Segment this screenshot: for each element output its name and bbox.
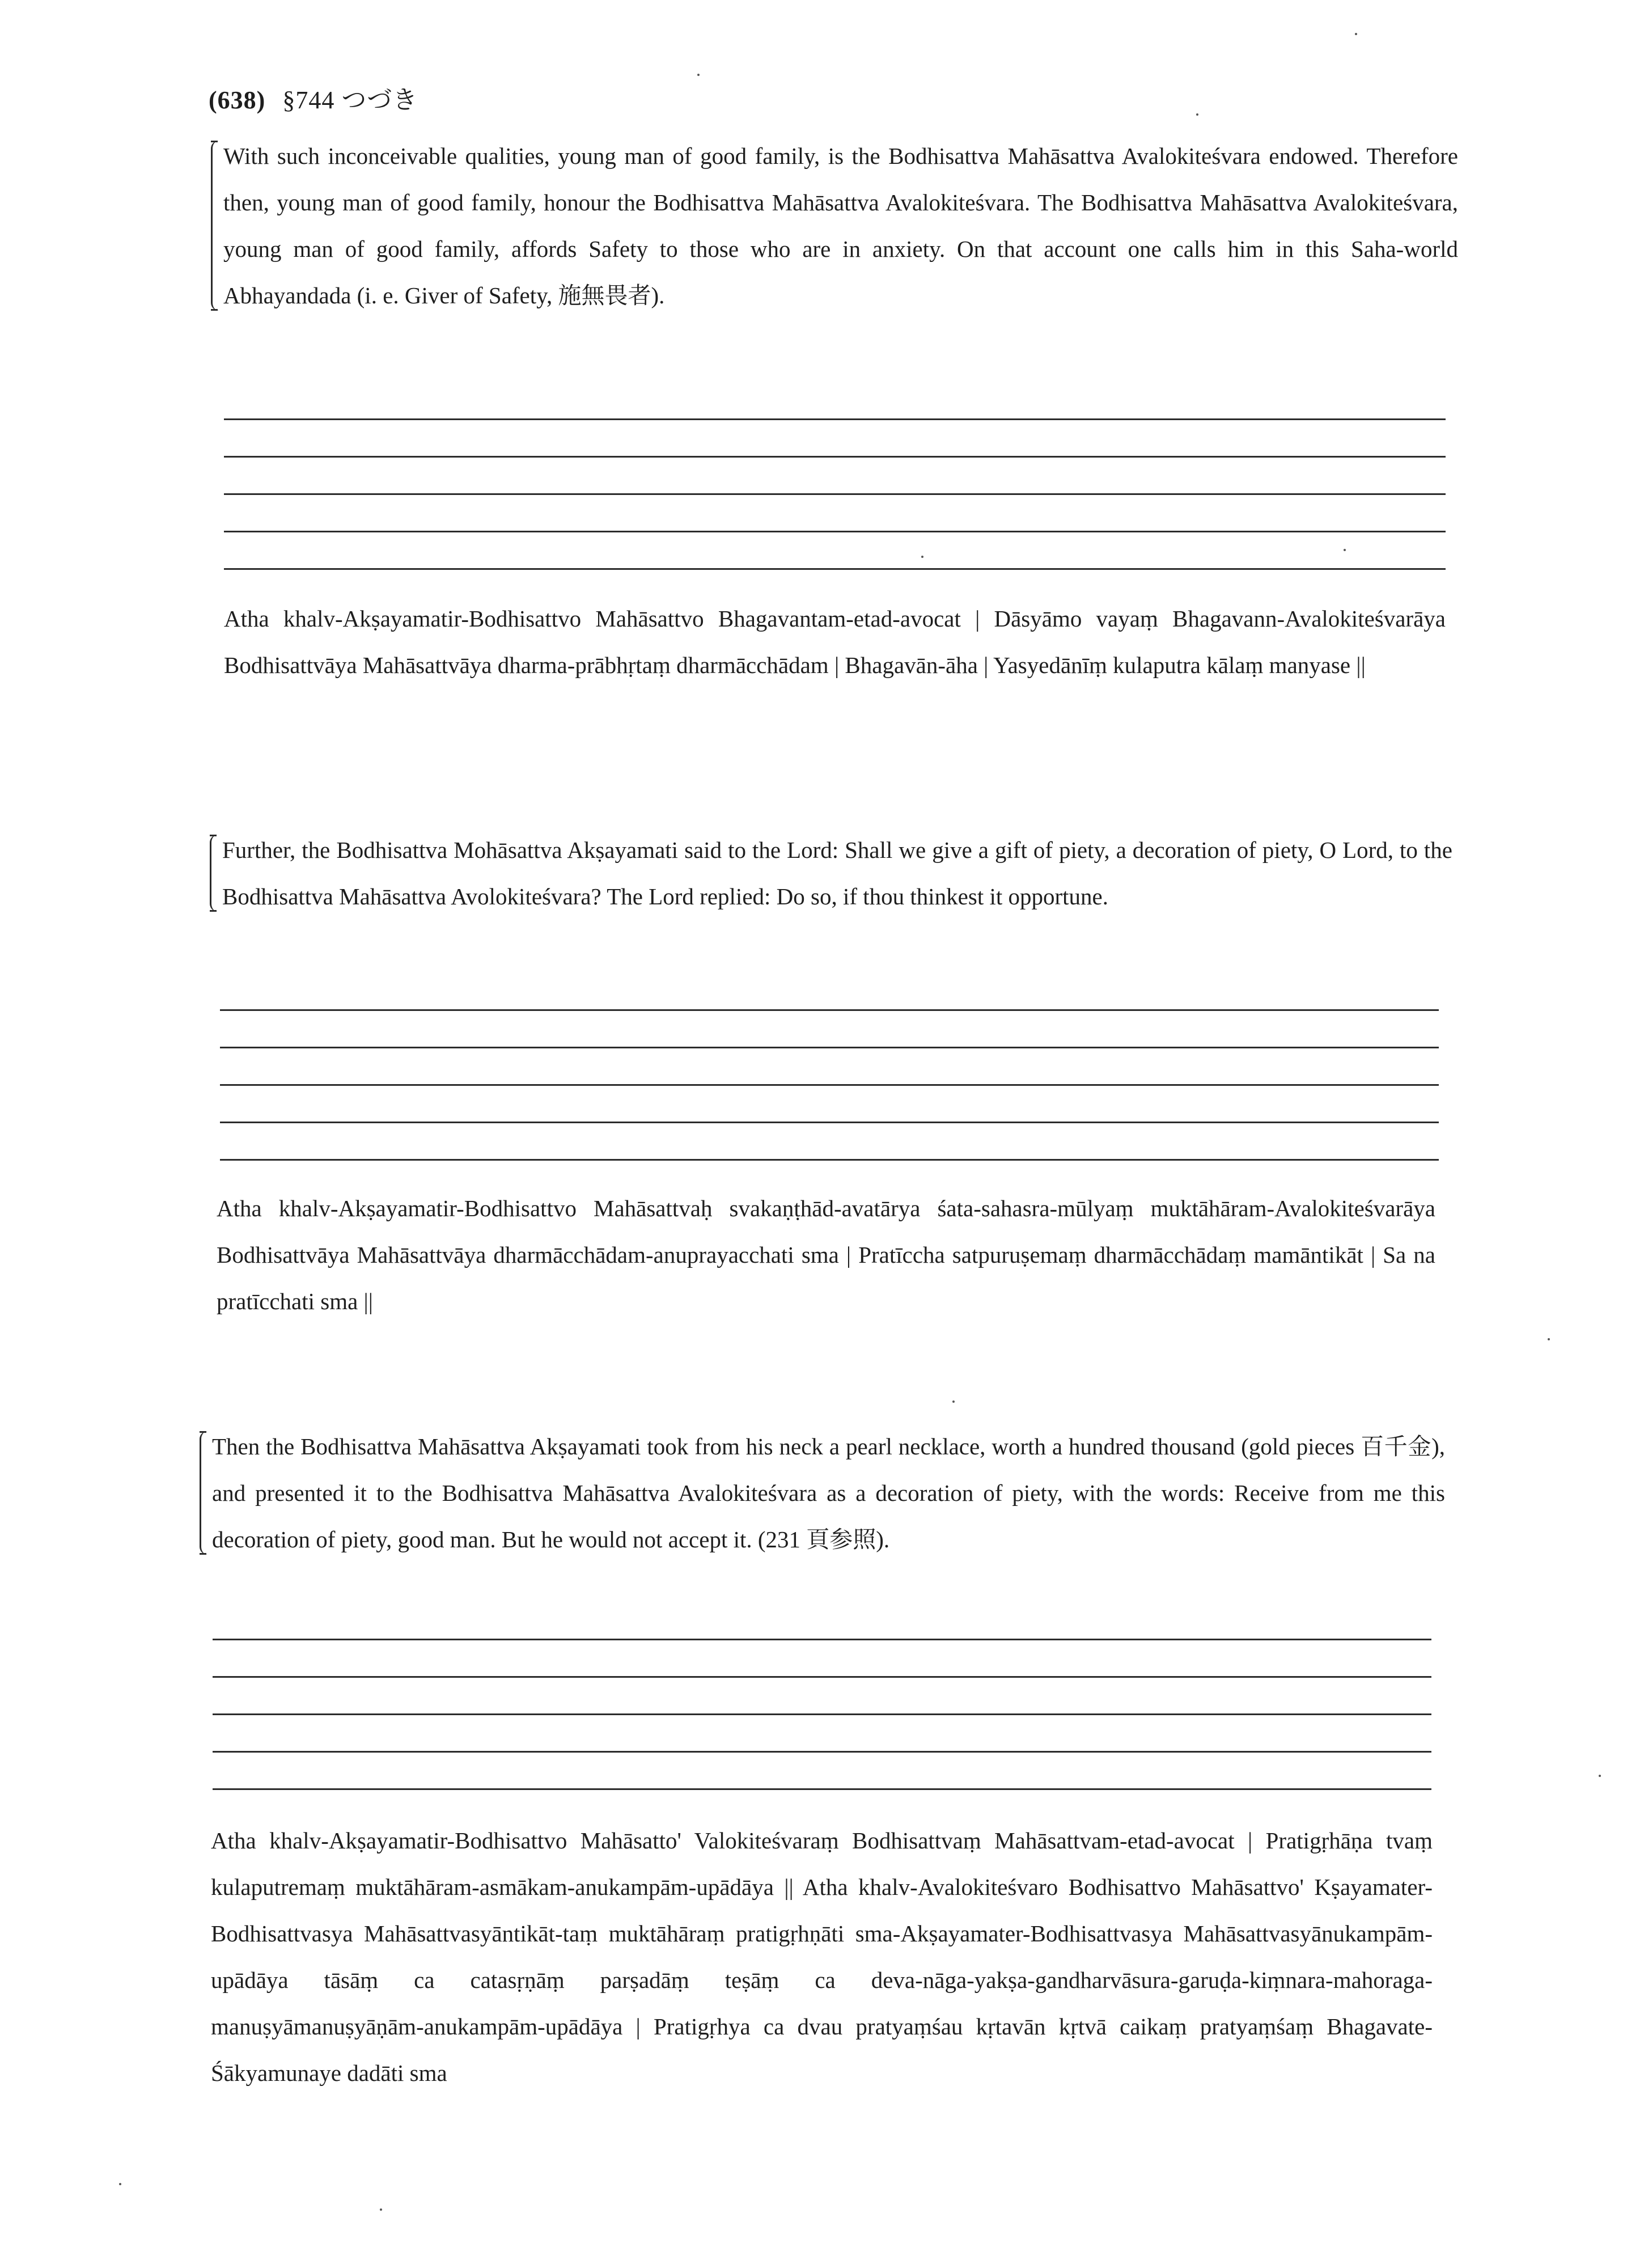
- sanskrit-paragraph-1: [224, 595, 1446, 688]
- writing-line: [224, 418, 1446, 420]
- bracket-mark: [210, 835, 219, 912]
- writing-line: [220, 1009, 1439, 1011]
- writing-line: [224, 568, 1446, 570]
- writing-line: [213, 1751, 1431, 1753]
- scan-speck: [380, 2208, 382, 2211]
- scan-speck: [952, 1400, 955, 1403]
- page-header: [209, 79, 418, 116]
- sanskrit-paragraph-3: [211, 1817, 1433, 2096]
- writing-line: [213, 1788, 1431, 1790]
- bracket-mark: [200, 1431, 209, 1555]
- writing-line: [213, 1713, 1431, 1715]
- sanskrit-text: Atha khalv-Akṣayamatir-Bodhisattvo Mahāsatto' Valokiteśvaraṃ Bodhisattvaṃ Mahāsattvam-etad-avocat | Pratigṛhāṇa tvaṃ kulaputremaṃ muktāhāram-asmākam-anukampām-upādāya || Atha khalv-Avalokiteśvaro Bodhisattvo Mahāsattvo' Kṣayamater-Bodhisattvasya Mahāsattvasyāntikāt-taṃ muktāhāraṃ pratigṛhṇāti sma-Akṣayamater-Bodhisattvasya Mahāsattvasyānukampām-upādāya tāsāṃ ca catasṛṇāṃ parṣadāṃ teṣāṃ ca deva-nāga-yakṣa-gandharvāsura-garuḍa-kiṃnara-mahoraga-manuṣyāmanuṣyāṇām-anukampām-upādāya | Pratigṛhya ca dvau pratyaṃśau kṛtavān kṛtvā caikaṃ pratyaṃśaṃ Bhagavate-Śākyamunaye dadāti sma: [211, 1827, 1433, 2086]
- translation-text: Further, the Bodhisattva Mohāsattva Akṣayamati said to the Lord: Shall we give a gift of piety, a decoration of piety, O Lord, to the Bodhisattva Mahāsattva Avolokiteśvara? The Lord replied: Do so, if thou thinkest it opportune.: [222, 837, 1452, 909]
- scan-speck: [1344, 549, 1346, 551]
- writing-line: [213, 1639, 1431, 1640]
- writing-line: [220, 1047, 1439, 1048]
- writing-line: [220, 1159, 1439, 1161]
- writing-lines-1: [224, 407, 1446, 577]
- writing-line: [224, 456, 1446, 458]
- writing-line: [224, 493, 1446, 495]
- translation-paragraph-2: [210, 827, 1452, 920]
- sanskrit-text: Atha khalv-Akṣayamatir-Bodhisattvo Mahāsattvaḥ svakaṇṭhād-avatārya śata-sahasra-mūlyaṃ muktāhāram-Avalokiteśvarāya Bodhisattvāya Mahāsattvāya dharmācchādam-anuprayacchati sma | Pratīccha satpuruṣemaṃ dharmācchādaṃ mamāntikāt | Sa na pratīcchati sma ||: [217, 1195, 1435, 1314]
- translation-paragraph-1: [211, 133, 1458, 319]
- writing-line: [224, 531, 1446, 532]
- section-reference: §744 つづき: [282, 86, 418, 114]
- scan-speck: [1196, 113, 1198, 116]
- writing-lines-2: [220, 998, 1439, 1168]
- writing-line: [213, 1676, 1431, 1678]
- translation-paragraph-3: [200, 1423, 1445, 1563]
- scan-speck: [697, 74, 700, 76]
- writing-lines-3: [213, 1627, 1431, 1797]
- translation-text: Then the Bodhisattva Mahāsattva Akṣayamati took from his neck a pearl necklace, worth a hundred thousand (gold pieces 百千金), and presented it to the Bodhisattva Mahāsattva Avalokiteśvara as a decoration of piety, with the words: Receive from me this decoration of piety, good man. But he would not accept it. (231 頁参照).: [212, 1433, 1445, 1552]
- sanskrit-text: Atha khalv-Akṣayamatir-Bodhisattvo Mahāsattvo Bhagavantam-etad-avocat | Dāsyāmo vayaṃ Bhagavann-Avalokiteśvarāya Bodhisattvāya Mahāsattvāya dharma-prābhṛtaṃ dharmācchādam | Bhagavān-āha | Yasyedānīṃ kulaputra kālaṃ manyase ||: [224, 606, 1446, 678]
- scan-speck: [1355, 33, 1357, 35]
- writing-line: [220, 1084, 1439, 1086]
- translation-text: With such inconceivable qualities, young man of good family, is the Bodhisattva Mahāsattva Avalokiteśvara endowed. Therefore then, young man of good family, honour the Bodhisattva Mahāsattva Avalokiteśvara. The Bodhisattva Mahāsattva Avalokiteśvara, young man of good family, affords Safety to those who are in anxiety. On that account one calls him in this Saha-world Abhayandada (i. e. Giver of Safety, 施無畏者).: [223, 143, 1458, 308]
- scan-speck: [1599, 1775, 1601, 1777]
- bracket-mark: [211, 141, 221, 311]
- page-number: (638): [209, 86, 266, 114]
- writing-line: [220, 1122, 1439, 1123]
- scan-speck: [119, 2183, 121, 2185]
- scan-speck: [1548, 1338, 1550, 1340]
- scan-speck: [921, 556, 923, 558]
- sanskrit-paragraph-2: [217, 1185, 1435, 1325]
